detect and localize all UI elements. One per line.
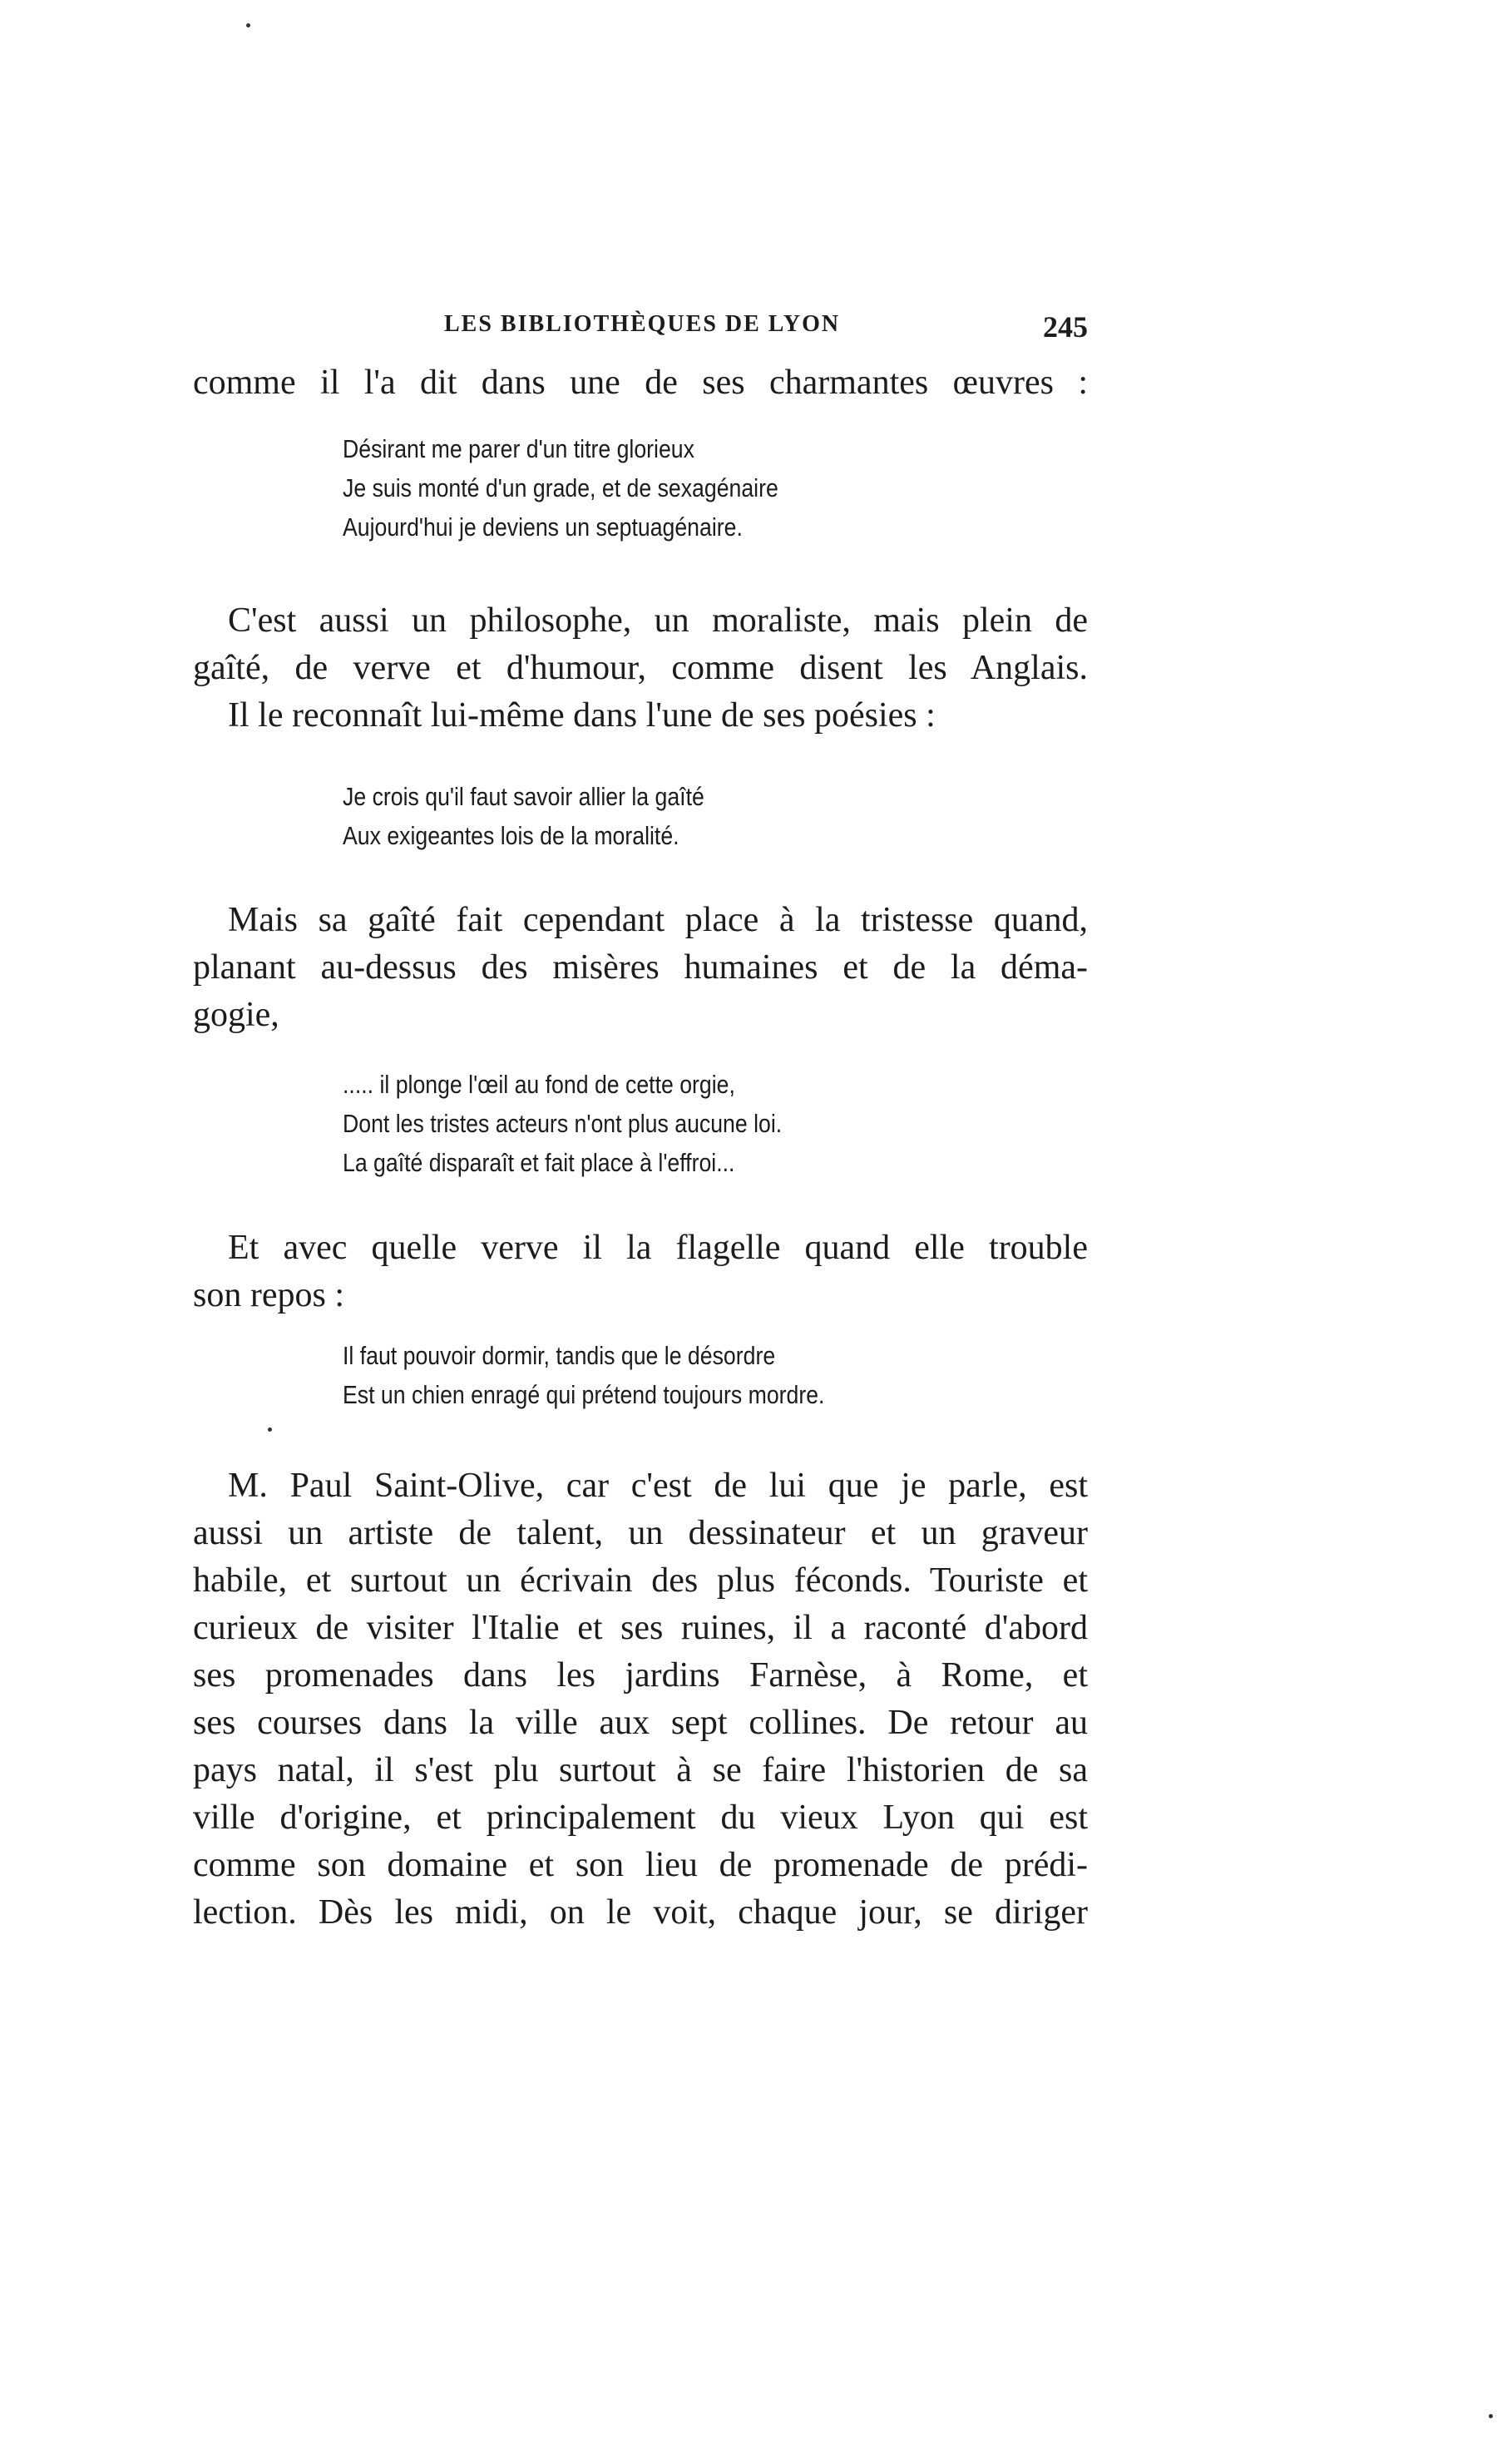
verse-line: Désirant me parer d'un titre glorieux [343, 434, 694, 463]
verse-line: Je suis monté d'un grade, et de sexagénaire [343, 473, 778, 502]
paragraph-philosophe [193, 597, 1088, 740]
verse-line: La gaîté disparaît et fait place à l'effroi... [343, 1148, 735, 1177]
text-line: curieux de visiter l'Italie et ses ruines, il a raconté d'abord [193, 1609, 1088, 1647]
text-line: planant au-dessus des misères humaines et de la déma- [193, 948, 1088, 987]
paragraph-saint-olive [193, 1462, 1088, 1937]
print-speck [246, 23, 250, 27]
verse-line: Dont les tristes acteurs n'ont plus aucune loi. [343, 1109, 783, 1138]
text-line: comme il l'a dit dans une de ses charmantes œuvres : [193, 364, 1088, 402]
verse-quote-4 [343, 1336, 903, 1414]
running-title: LES BIBLIOTHÈQUES DE LYON [444, 311, 841, 337]
print-speck [1489, 2414, 1493, 2418]
text-line: lection. Dès les midi, on le voit, chaque jour, se diriger [193, 1893, 1088, 1932]
verse-line: Il faut pouvoir dormir, tandis que le désordre [343, 1341, 776, 1370]
text-line: gaîté, de verve et d'humour, comme disent les Anglais. [193, 649, 1088, 687]
text-line: comme son domaine et son lieu de promenade de prédi- [193, 1846, 1088, 1884]
verse-quote-3 [343, 1065, 853, 1182]
page-number: 245 [1043, 310, 1088, 344]
text-line: son repos : [193, 1276, 344, 1314]
text-line: habile, et surtout un écrivain des plus féconds. Touriste et [193, 1561, 1088, 1600]
paragraph-flagelle [193, 1225, 1088, 1319]
text-line: Et avec quelle verve il la flagelle quand elle trouble [228, 1229, 1088, 1267]
text-line: Mais sa gaîté fait cependant place à la tristesse quand, [228, 901, 1088, 939]
text-line: gogie, [193, 996, 279, 1034]
verse-quote-1 [343, 429, 849, 547]
text-line: ses courses dans la ville aux sept collines. De retour au [193, 1704, 1088, 1742]
verse-line: Je crois qu'il faut savoir allier la gaîté [343, 782, 704, 811]
text-line: ville d'origine, et principalement du vieux Lyon qui est [193, 1799, 1088, 1837]
text-line: aussi un artiste de talent, un dessinateur et un graveur [193, 1514, 1088, 1552]
verse-line: Est un chien enragé qui prétend toujours mordre. [343, 1380, 825, 1409]
verse-line: ..... il plonge l'œil au fond de cette orgie, [343, 1070, 735, 1099]
verse-quote-2 [343, 777, 763, 855]
text-line: pays natal, il s'est plu surtout à se faire l'historien de sa [193, 1751, 1088, 1789]
text-line: Il le reconnaît lui-même dans l'une de ses poésies : [228, 696, 936, 735]
text-line: M. Paul Saint-Olive, car c'est de lui que je parle, est [228, 1467, 1088, 1505]
text-line: C'est aussi un philosophe, un moraliste, mais plein de [228, 601, 1088, 640]
running-head [193, 309, 1088, 346]
text-line: ses promenades dans les jardins Farnèse, à Rome, et [193, 1656, 1088, 1695]
verse-line: Aujourd'hui je deviens un septuagénaire. [343, 512, 743, 542]
paragraph-intro [193, 359, 1088, 407]
verse-line: Aux exigeantes lois de la moralité. [343, 821, 679, 850]
paragraph-tristesse [193, 897, 1088, 1039]
print-speck [268, 1427, 272, 1432]
